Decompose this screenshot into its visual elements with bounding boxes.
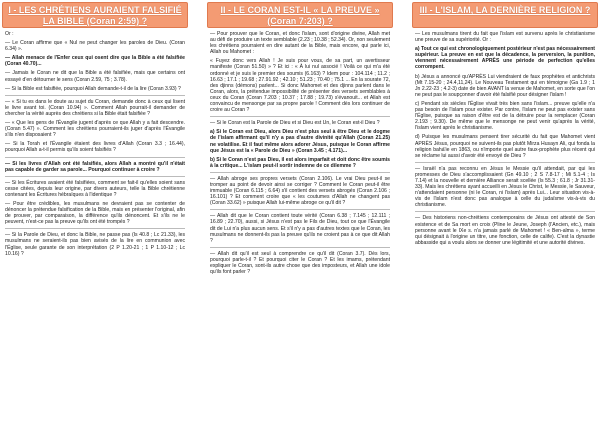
- paragraph: b) Si le Coran n'est pas Dieu, il est alors imparfait et doit donc être soumis à la critique... L'islam peut-il sortir indemne de ce dilemme ?: [210, 156, 390, 169]
- paragraph: — Le Coran affirme que « Nul ne peut changer les paroles de Dieu. (Coran 6.34) ».: [5, 40, 185, 53]
- paragraph: — Si le Coran est la Parole de Dieu et si Dieu est Un, le Coran est-il Dieu ?: [210, 120, 380, 127]
- column-header: [207, 2, 393, 28]
- paragraph: Or :: [5, 31, 14, 37]
- paragraph: d) Puisque les musulmans pensent tirer sécurité du fait que Mahomet vient APRÈS Jésus, pourquoi ne suivent-ils pas plutôt Mirza Husayn Ali, qui fonda la religion bahá'ie en 1863, ou n'importe quel autre faux-prophète plus récent qui se réclame lui aussi d'avoir été envoyé de Dieu ?: [415, 134, 595, 159]
- paragraph: c) Pendant six siècles l'Église vivait très bien sans l'islam... preuve qu'elle n'a pas besoin de l'islam pour exister. Par contre, l'islam ne peut pas exister sans l'Église, puisque sa raison d'être est de la détruire pour la remplacer (Coran 2.193 ; 9.30). De même que le mensonge ne peut venir qu'après la vérité, l'islam vient après le christianisme.: [415, 100, 595, 132]
- divider: [210, 116, 390, 117]
- paragraph: — Les musulmans tirent du fait que l'islam est survenu après le christianisme une preuve de sa supériorité. Or :: [415, 31, 595, 44]
- column-header: [2, 2, 188, 28]
- divider: [210, 172, 390, 173]
- divider: [5, 176, 185, 177]
- header-line-1: II - LE CORAN EST-IL « LA PREUVE »: [220, 5, 380, 15]
- paragraph: — Israël n'a pas reconnu en Jésus le Messie qu'il attendait, par qui les promesses de Dieu s'accomplissaient (Gn 49.10 ; 2 S 7.8-17 ; Mi 5.1-4 ; Is 7.14) et la nouvelle et dernière Alliance serait scellée (Is 55.3 ; 61.8 ; Jr 31.31-33). Mais les chrétiens ayant accueilli en Jésus le Christ, le Messie, le Sauveur, n'attendaient personne (ni le Coran, ni l'islam) après Lui... Leur situation vis-à-vis de l'islam n'est donc pas analogue à celle du judaïsme vis-à-vis du christianisme.: [415, 165, 595, 209]
- paragraph: a) Si le Coran est Dieu, alors Dieu n'est plus seul à être Dieu et le dogme de l'islam affirmant qu'il n'y a pas d'autre divinité qu'Allah (Coran 21.25) ne volatilise. Et il faut même alors adorer Jésus, puisque le Coran affirme que Jésus est la « Parole de Dieu » (Coran 3.45 ; 4.171)...: [210, 129, 390, 154]
- paragraph: b) Jésus a annoncé qu'APRÈS Lui viendraient de faux prophètes et antichrists (Mt 7.15-20 ; 24.4,11,24). Le Nouveau Testament qui en témoigne (Ga 1.9 ; 1 Jn 2.22-23 ; 4.2-3) date de bien AVANT la venue de Mahomet, en sorte que l'on ne peut pas le soupçonner d'avoir été falsifié pour désigner l'islam !: [415, 73, 595, 98]
- divider: [5, 95, 185, 96]
- header-line-2: (Coran 7:203) ?: [267, 16, 333, 26]
- paragraph: — « Si tu es dans le doute au sujet du Coran, demande donc à ceux qui lisent le livre avant toi. (Coran 10.94) ». Comment Allah pourrait-il demander de chercher la vérité auprès des chrétiens si la Bible était falsifiée ?: [5, 98, 185, 117]
- paragraph: — Si la Bible est falsifiée, pourquoi Allah demande-t-il de la lire (Coran 3.93) ?: [5, 85, 181, 92]
- divider: [210, 209, 390, 210]
- paragraph: — Des historiens non-chrétiens contemporains de Jésus ont attesté de Son existence et de Sa mort en croix (Pline le Jeune, Joseph (l'Ancien, etc.), mais personne avant le IXe s. n'a jamais parlé de Mahomet ! « Ben-alma », terme qui désignait à l'origine un titre, une fonction, celle de calife). C'est la dynastie abbasside qui a voulu alors se donner une légitimité et une autorité divines.: [415, 215, 595, 246]
- divider: [415, 211, 595, 212]
- divider: [5, 157, 185, 158]
- paragraph: — Allah dit que le Coran contient toute vérité (Coran 6.38 ; 7.145 ; 12.111 ; 16.89 ; 22.70), aussi, si Jésus n'est pas le Fils de Dieu, tout ce que l'Évangile dit de Lui n'a plus aucun sens. Et s'il n'y a pas d'autres textes que le Coran, les musulmans ne donnent-ils pas la preuve qu'ils ne croient pas à ce que dit Allah ?: [210, 213, 390, 244]
- paragraph: — Pour prouver que le Coran, et donc l'islam, sont d'origine divine, Allah met au défi de produire un texte semblable (2.23 ; 10.38 ; 52.34). Or, non seulement les chrétiens pourraient en dire autant de la Bible, mais encore, qui parle ici, Allah ou Mahomet :: [210, 31, 390, 56]
- paragraph: — Si la Parole de Dieu, et donc la Bible, ne passe pas (Is 40.8 ; Lc 21.33), les musulmans ne seraient-ils pas bien avisés de la lire en communion avec l'Église, seule garante de son interprétation (2 P 1.20-21 ; 1 P 1.10-12 ; Lc 10.16) ?: [5, 232, 185, 257]
- paragraph: « Fuyez donc vers Allah ! Je suis pour vous, de sa part, un avertisseur manifeste (Coran 51.50) » ? Et ici : « À lui nul associé ! Voilà ce qui m'a été ordonné et je suis le premier des soumis (6.163) ? Idem pour : 104.114 ; 11.2 ; 16.63 ; 17.1 ; 19.68 ; 27.91.92 ; 42.10 ; 51.23 ; 70.40 ; 75.1 ... En la sourate 72, des djinns (démons) parlent... Si donc Mahomet et des djinns parlent dans le Coran, alors, la prétendue impossibilité de présenter des versets semblables à ceux du Coran (Coran 7.203 ; 10.37 ; 17.88 ; 19.73) s'évanouit... et Allah est convaincu de mensonge par sa propre parole ! Comment dès lors continuer de croire au Coran ?: [210, 58, 390, 114]
- divider: [210, 247, 390, 248]
- paragraph: — Allah abroge ses propres versets (Coran 2.106). Le vrai Dieu peut-il se tromper au point de devoir ainsi se corriger ? Comment le Coran peut-il être immuable (Coran 6.115 ; 6.64) s'il contient des versets abrogés (Coran 2.106 ; 16.101) ? Et comment croire que « les coutumes d'Allah ne changent pas (Coran 33.62) » puisque Allah lui-même abroge ce qu'il dit ?: [210, 175, 390, 207]
- column-falsification: [2, 2, 188, 419]
- paragraph: — Jamais le Coran ne dit que la Bible a été falsifiée, mais que certains ont essayé d'en détourner le sens (Coran 2.59, 75 ; 3.78).: [5, 70, 185, 83]
- header-line-2: LA BIBLE (Coran 2:59) ?: [42, 16, 148, 26]
- paragraph: — Pour être crédibles, les musulmans ne devraient pas se contenter de dénoncer la prétendue falsification de la Bible, mais en présenter l'original, afin de prouver, par comparaison, la différence qu'ils dénoncent. Et s'ils ne le peuvent, n'est-ce pas la preuve qu'ils ont été trompés ?: [5, 200, 185, 226]
- paragraph: a) Tout ce qui est chronologiquement postérieur n'est pas nécessairement supérieur. La preuve en est que la décadence, la perversion, la punition, viennent nécessairement APRÈS une période de perfection qu'elles corrompent.: [415, 46, 596, 71]
- header-line-1: I - LES CHRÉTIENS AURAIENT FALSIFIÉ: [8, 5, 182, 15]
- header-line-1: III - L'ISLAM, LA DERNIÈRE RELIGION ?: [419, 5, 591, 15]
- paragraph: — Si les livres d'Allah ont été falsifiés, alors Allah a montré qu'il n'était pas capable de garder sa parole... Pourquoi continuer à croire ?: [5, 160, 185, 173]
- column-derniere-religion: [412, 2, 598, 419]
- paragraph: — « Que les gens de l'Évangile jugent d'après ce que Allah y a fait descendre. (Coran 5.47) ». Comment les chrétiens pourraient-ils juger d'après l'Évangile s'ils n'en disposaient ?: [5, 120, 185, 139]
- divider: [5, 228, 185, 229]
- divider: [415, 162, 595, 163]
- column-body: [207, 28, 393, 275]
- column-header: [412, 2, 598, 28]
- paragraph: — Si la Torah et l'Évangile étaient des livres d'Allah (Coran 3.3 ; 16.44), pourquoi Allah a-t-il permis qu'ils soient falsifiés ?: [5, 141, 185, 154]
- column-body: [412, 28, 598, 246]
- paragraph: — Allah menace de l'Enfer ceux qui osent dire que la Bible a été falsifiée (Coran 40.70)...: [5, 55, 185, 68]
- column-body: [2, 28, 188, 257]
- column-coran-preuve: [207, 2, 393, 419]
- paragraph: — Allah dit qu'il est seul à comprendre ce qu'il dit (Coran 3.7). Dès lors, pourquoi parle-t-il ? Et pourquoi citer le Coran ? Et les imams, prétendant expliquer le Coran, sont-ils autre chose que des imposteurs, et Allah une idole qu'ils font parler ?: [210, 250, 390, 276]
- paragraph: — Si les Écritures avaient été falsifiées, comment se fait-il qu'elles soient sans cesse citées, depuis leur origine, par divers auteurs, telle la Bible chrétienne contenant les Écritures hébraïques à l'identique ?: [5, 179, 185, 198]
